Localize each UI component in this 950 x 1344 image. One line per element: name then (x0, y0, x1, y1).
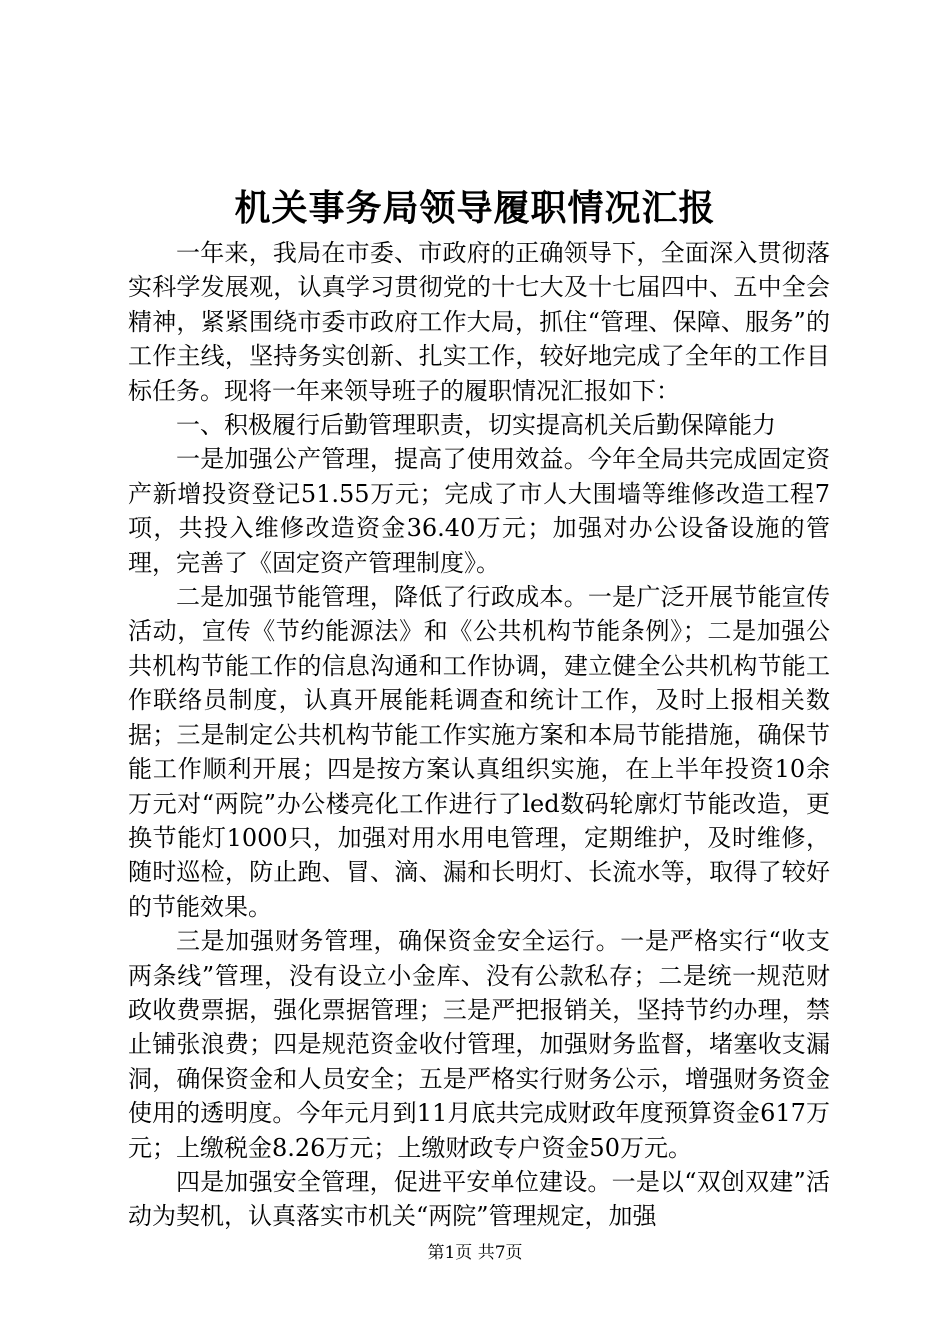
document-body (128, 236, 830, 1234)
paragraph-intro: 一年来，我局在市委、市政府的正确领导下，全面深入贯彻落实科学发展观，认真学习贯彻党的十七大及十七届四中、五中全会精神，紧紧围绕市委市政府工作大局，抓住“管理、保障、服务”的工作主线，坚持务实创新、扎实工作，较好地完成了全年的工作目标任务。现将一年来领导班子的履职情况汇报如下： (128, 239, 830, 405)
paragraph-safety-management: 四是加强安全管理，促进平安单位建设。一是以“双创双建”活动为契机，认真落实市机关“两院”管理规定，加强 (128, 1167, 830, 1231)
section-heading: 一、积极履行后勤管理职责，切实提高机关后勤保障能力 (176, 411, 776, 440)
paragraph-finance-management: 三是加强财务管理，确保资金安全运行。一是严格实行“收支两条线”管理，没有设立小金库、没有公款私存；二是统一规范财政收费票据，强化票据管理；三是严把报销关，坚持节约办理，禁止铺张浪费；四是规范资金收付管理，加强财务监督，堵塞收支漏洞，确保资金和人员安全；五是严格实行财务公示，增强财务资金使用的透明度。今年元月到11月底共完成财政年度预算资金617万元；上缴税金8.26万元；上缴财政专户资金50万元。 (128, 927, 830, 1162)
paragraph-energy-management: 二是加强节能管理，降低了行政成本。一是广泛开展节能宣传活动，宣传《节约能源法》和《公共机构节能条例》；二是加强公共机构节能工作的信息沟通和工作协调，建立健全公共机构节能工作联络员制度，认真开展能耗调查和统计工作，及时上报相关数据；三是制定公共机构节能工作实施方案和本局节能措施，确保节能工作顺利开展；四是按方案认真组织实施，在上半年投资10余万元对“两院”办公楼亮化工作进行了led数码轮廓灯节能改造，更换节能灯1000只，加强对用水用电管理，定期维护，及时维修，随时巡检，防止跑、冒、滴、漏和长明灯、长流水等，取得了较好的节能效果。 (128, 583, 830, 921)
page-footer: 第1页 共7页 (427, 1243, 523, 1263)
document-title: 机关事务局领导履职情况汇报 (234, 187, 716, 229)
paragraph-asset-management: 一是加强公产管理，提高了使用效益。今年全局共完成固定资产新增投资登记51.55万元；完成了市人大围墙等维修改造工程7项，共投入维修改造资金36.40万元；加强对办公设备设施的管理，完善了《固定资产管理制度》。 (128, 445, 830, 577)
